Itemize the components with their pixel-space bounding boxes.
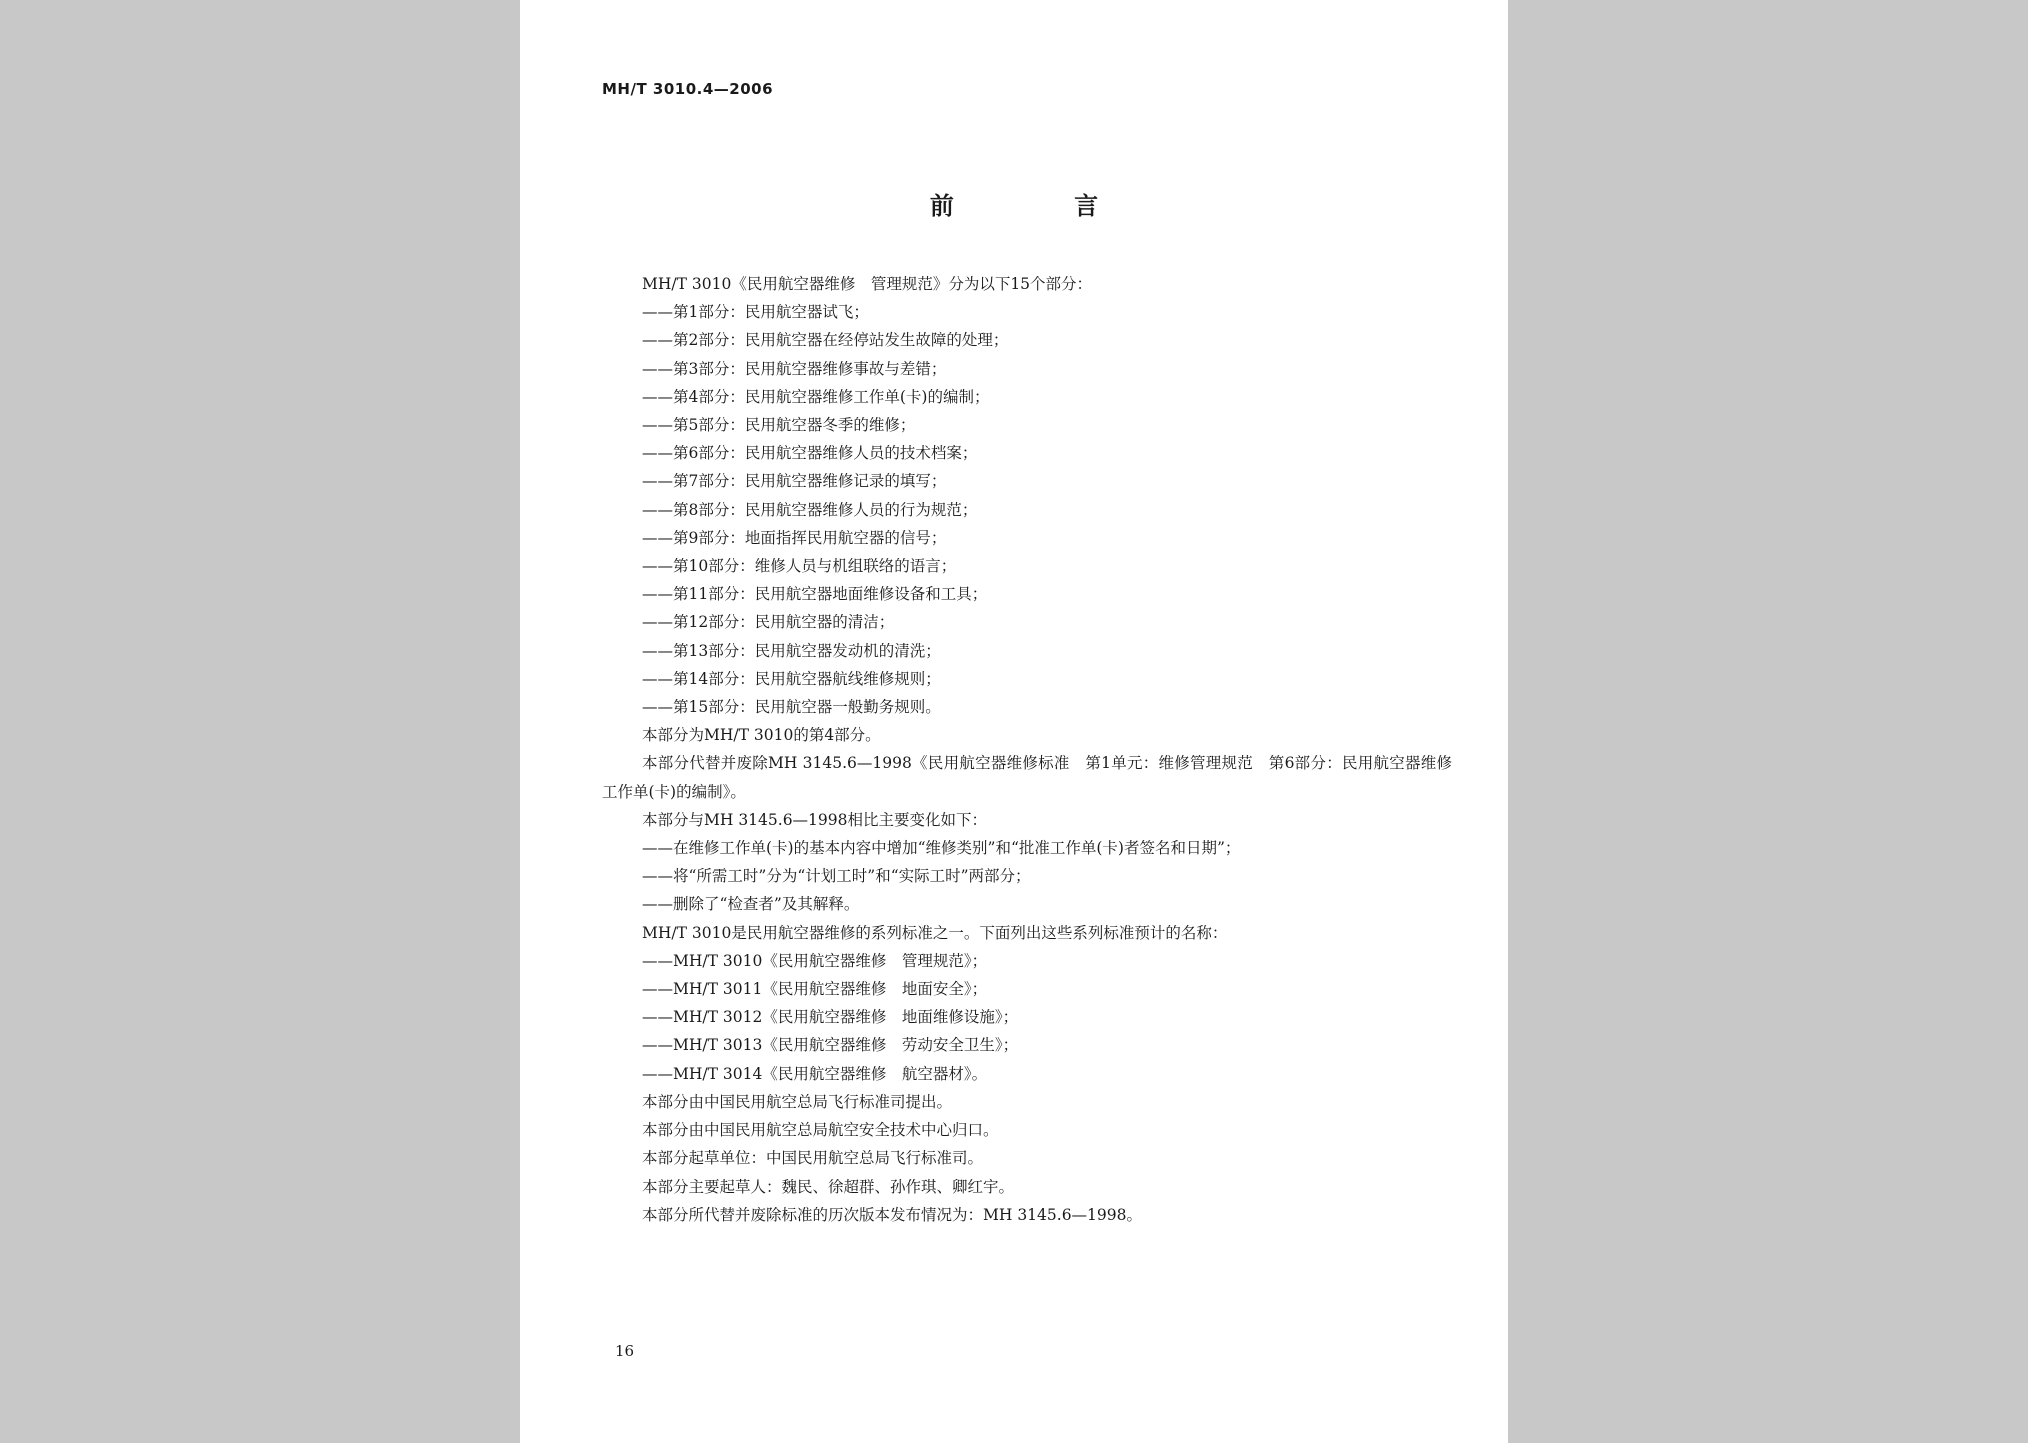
document-page bbox=[520, 0, 1508, 1443]
list-item: ——第6部分：民用航空器维修人员的技术档案； bbox=[642, 444, 978, 463]
list-item: ——第3部分：民用航空器维修事故与差错； bbox=[642, 359, 947, 378]
list-item: ——删除了“检查者”及其解释。 bbox=[642, 895, 860, 914]
list-item: ——第15部分：民用航空器一般勤务规则。 bbox=[642, 698, 941, 717]
standard-code: MH/T 3010.4—2006 bbox=[602, 80, 774, 98]
list-item: ——第11部分：民用航空器地面维修设备和工具； bbox=[642, 585, 988, 604]
list-item: ——第9部分：地面指挥民用航空器的信号； bbox=[642, 528, 947, 547]
list-item: ——第14部分：民用航空器航线维修规则； bbox=[642, 669, 941, 688]
changes-list bbox=[602, 834, 1452, 919]
series-intro: MH/T 3010是民用航空器维修的系列标准之一。下面列出这些系列标准预计的名称： bbox=[642, 923, 1228, 942]
list-item: ——MH/T 3010《民用航空器维修 管理规范》； bbox=[642, 951, 988, 970]
replaces-paragraph: 本部分代替并废除MH 3145.6—1998《民用航空器维修标准 第1单元：维修管理规范 第6部分：民用航空器维修工作单(卡)的编制》。 bbox=[602, 754, 1452, 801]
changes-intro: 本部分与MH 3145.6—1998相比主要变化如下： bbox=[642, 810, 987, 829]
proposed-by: 本部分由中国民用航空总局飞行标准司提出。 bbox=[642, 1092, 953, 1111]
list-item: ——第10部分：维修人员与机组联络的语言； bbox=[642, 557, 957, 576]
list-item: ——第1部分：民用航空器试飞； bbox=[642, 303, 869, 322]
list-item: ——第8部分：民用航空器维修人员的行为规范； bbox=[642, 500, 978, 519]
document-body bbox=[602, 270, 1452, 1229]
list-item: ——第7部分：民用航空器维修记录的填写； bbox=[642, 472, 947, 491]
list-item: ——MH/T 3013《民用航空器维修 劳动安全卫生》； bbox=[642, 1036, 1019, 1055]
drafters: 本部分主要起草人：魏民、徐超群、孙作琪、卿红宇。 bbox=[642, 1177, 1015, 1196]
list-item: ——第5部分：民用航空器冬季的维修； bbox=[642, 416, 916, 435]
list-item: ——第12部分：民用航空器的清洁； bbox=[642, 613, 895, 632]
parts-list bbox=[602, 298, 1452, 721]
managed-by: 本部分由中国民用航空总局航空安全技术中心归口。 bbox=[642, 1121, 999, 1140]
drafted-by: 本部分起草单位：中国民用航空总局飞行标准司。 bbox=[642, 1149, 984, 1168]
list-item: ——MH/T 3012《民用航空器维修 地面维修设施》； bbox=[642, 1008, 1019, 1027]
intro-paragraph: MH/T 3010《民用航空器维修 管理规范》分为以下15个部分： bbox=[642, 275, 1093, 293]
list-item: ——第2部分：民用航空器在经停站发生故障的处理； bbox=[642, 331, 1009, 350]
list-item: ——MH/T 3011《民用航空器维修 地面安全》； bbox=[642, 980, 988, 999]
list-item: ——第4部分：民用航空器维修工作单(卡)的编制； bbox=[642, 387, 990, 406]
page-title: 前 言 bbox=[929, 192, 1155, 220]
history: 本部分所代替并废除标准的历次版本发布情况为：MH 3145.6—1998。 bbox=[642, 1205, 1142, 1224]
list-item: ——MH/T 3014《民用航空器维修 航空器材》。 bbox=[642, 1064, 988, 1083]
list-item: ——在维修工作单(卡)的基本内容中增加“维修类别”和“批准工作单(卡)者签名和日期”； bbox=[642, 839, 1241, 858]
list-item: ——第13部分：民用航空器发动机的清洗； bbox=[642, 641, 941, 660]
series-list bbox=[602, 947, 1452, 1088]
page-number: 16 bbox=[615, 1342, 635, 1360]
this-part-paragraph: 本部分为MH/T 3010的第4部分。 bbox=[642, 726, 881, 745]
list-item: ——将“所需工时”分为“计划工时”和“实际工时”两部分； bbox=[642, 867, 1031, 886]
